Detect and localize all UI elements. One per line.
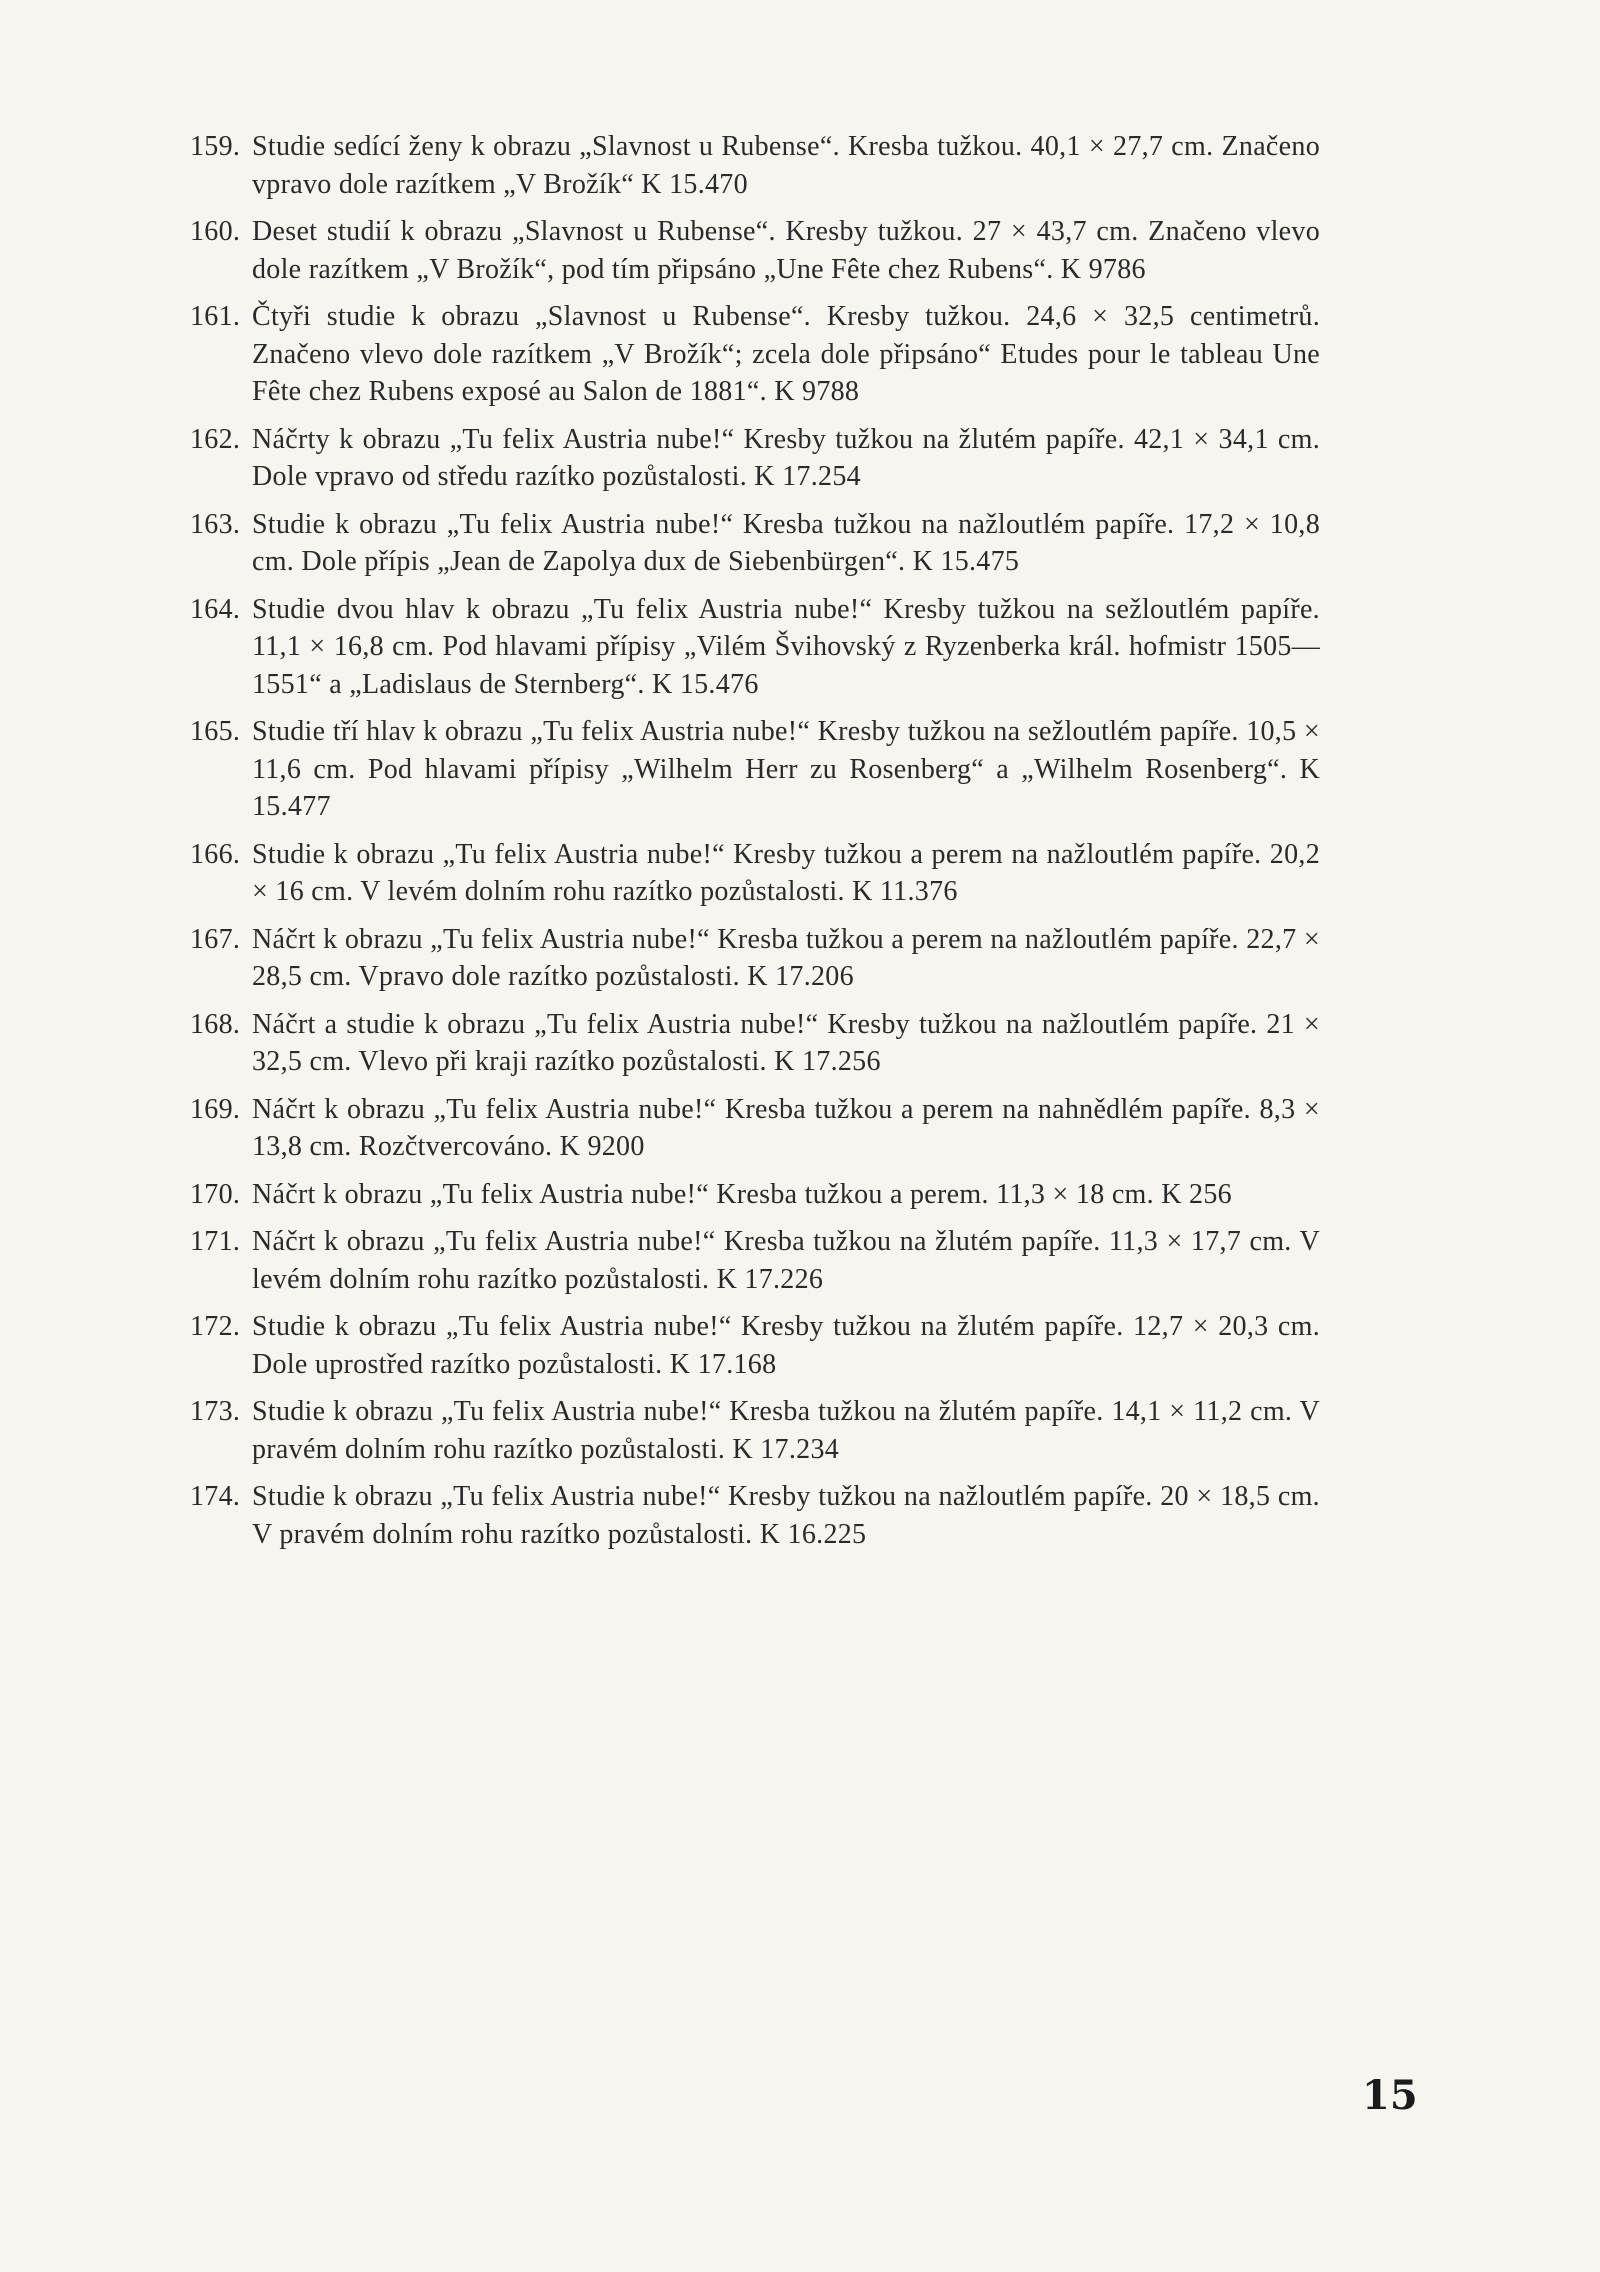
entry-text: Náčrty k obrazu „Tu felix Austria nube!“ Kresby tužkou na žlutém papíře. 42,1 × 34,1 cm. Dole vpravo od středu razítko pozůstalosti. K 17.254 — [252, 423, 1320, 492]
entry-text: Studie k obrazu „Tu felix Austria nube!“ Kresby tužkou na žlutém papíře. 12,7 × 20,3 cm. Dole uprostřed razítko pozůstalosti. K 17.168 — [252, 1311, 1320, 1380]
entry-text: Deset studií k obrazu „Slavnost u Rubense“. Kresby tužkou. 27 × 43,7 cm. Značeno vlevo dole razítkem „V Brožík“, pod tím připsáno „Une Fête chez Rubens“. K 9786 — [252, 216, 1320, 285]
catalog-entry — [190, 1006, 1320, 1081]
catalog-entry — [190, 921, 1320, 996]
entry-text: Studie k obrazu „Tu felix Austria nube!“ Kresba tužkou na nažloutlém papíře. 17,2 × 10,8 cm. Dole přípis „Jean de Zapolya dux de Siebenbürgen“. K 15.475 — [252, 508, 1320, 577]
entry-text: Náčrt k obrazu „Tu felix Austria nube!“ Kresba tužkou a perem na nahnědlém papíře. 8,3 × 13,8 cm. Rozčtvercováno. K 9200 — [252, 1093, 1320, 1162]
catalog-entry — [190, 1308, 1320, 1383]
catalog-entry — [190, 713, 1320, 826]
catalog-entry — [190, 1176, 1320, 1214]
entry-number: 171. — [190, 1226, 241, 1257]
catalog-entry-list — [190, 128, 1320, 1563]
catalog-entry — [190, 591, 1320, 704]
entry-number: 160. — [190, 216, 241, 247]
page-number: 15 — [1362, 2072, 1418, 2119]
entry-number: 162. — [190, 423, 241, 455]
catalog-entry — [190, 421, 1320, 496]
catalog-entry — [190, 213, 1320, 288]
entry-number: 167. — [190, 923, 241, 955]
entry-number: 165. — [190, 716, 241, 747]
entry-text: Studie dvou hlav k obrazu „Tu felix Austria nube!“ Kresby tužkou na sežloutlém papíře. 11,1 × 16,8 cm. Pod hlavami přípisy „Vilém Švihovský z Ryzenberka král. hofmistr 1505—1551“ a „Ladislaus de Sternberg“. K 15.476 — [252, 593, 1320, 700]
entry-number: 159. — [190, 131, 241, 162]
entry-number: 166. — [190, 838, 241, 870]
entry-text: Studie tří hlav k obrazu „Tu felix Austria nube!“ Kresby tužkou na sežloutlém papíře. 10,5 × 11,6 cm. Pod hlavami přípisy „Wilhelm Herr zu Rosenberg“ a „Wilhelm Rosenberg“. K 15.477 — [252, 716, 1320, 822]
entry-number: 164. — [190, 593, 241, 625]
entry-number: 173. — [190, 1396, 241, 1427]
entry-text: Náčrt k obrazu „Tu felix Austria nube!“ Kresba tužkou a perem na nažloutlém papíře. 22,7 × 28,5 cm. Vpravo dole razítko pozůstalosti. K 17.206 — [252, 923, 1320, 992]
entry-number: 163. — [190, 508, 241, 540]
entry-text: Náčrt k obrazu „Tu felix Austria nube!“ Kresba tužkou a perem. 11,3 × 18 cm. K 256 — [252, 1178, 1232, 1210]
catalog-entry — [190, 1223, 1320, 1298]
catalog-entry — [190, 128, 1320, 203]
entry-text: Studie k obrazu „Tu felix Austria nube!“ Kresba tužkou na žlutém papíře. 14,1 × 11,2 cm. V pravém dolním rohu razítko pozůstalosti. K 17.234 — [252, 1396, 1320, 1465]
entry-text: Studie sedící ženy k obrazu „Slavnost u Rubense“. Kresba tužkou. 40,1 × 27,7 cm. Značeno vpravo dole razítkem „V Brožík“ K 15.470 — [252, 131, 1320, 200]
entry-number: 168. — [190, 1008, 241, 1040]
entry-number: 161. — [190, 301, 241, 332]
entry-text: Náčrt a studie k obrazu „Tu felix Austria nube!“ Kresby tužkou na nažloutlém papíře. 21 × 32,5 cm. Vlevo při kraji razítko pozůstalosti. K 17.256 — [252, 1008, 1320, 1077]
catalog-entry — [190, 836, 1320, 911]
catalog-entry — [190, 1091, 1320, 1166]
entry-text: Studie k obrazu „Tu felix Austria nube!“ Kresby tužkou a perem na nažloutlém papíře. 20,2 × 16 cm. V levém dolním rohu razítko pozůstalosti. K 11.376 — [252, 838, 1320, 907]
catalog-entry — [190, 298, 1320, 411]
catalog-entry — [190, 506, 1320, 581]
entry-text: Náčrt k obrazu „Tu felix Austria nube!“ Kresba tužkou na žlutém papíře. 11,3 × 17,7 cm. V levém dolním rohu razítko pozůstalosti. K 17.226 — [252, 1226, 1320, 1295]
entry-text: Studie k obrazu „Tu felix Austria nube!“ Kresby tužkou na nažloutlém papíře. 20 × 18,5 cm. V pravém dolním rohu razítko pozůstalosti. K 16.225 — [252, 1481, 1320, 1550]
catalog-entry — [190, 1393, 1320, 1468]
entry-text: Čtyři studie k obrazu „Slavnost u Rubense“. Kresby tužkou. 24,6 × 32,5 centimetrů. Značeno vlevo dole razítkem „V Brožík“; zcela dole připsáno“ Etudes pour le tableau Une Fête chez Rubens exposé au Salon de 1881“. K 9788 — [252, 301, 1320, 407]
entry-number: 174. — [190, 1481, 241, 1512]
catalog-entry — [190, 1478, 1320, 1553]
entry-number: 172. — [190, 1311, 241, 1342]
entry-number: 169. — [190, 1093, 241, 1125]
entry-number: 170. — [190, 1178, 241, 1210]
